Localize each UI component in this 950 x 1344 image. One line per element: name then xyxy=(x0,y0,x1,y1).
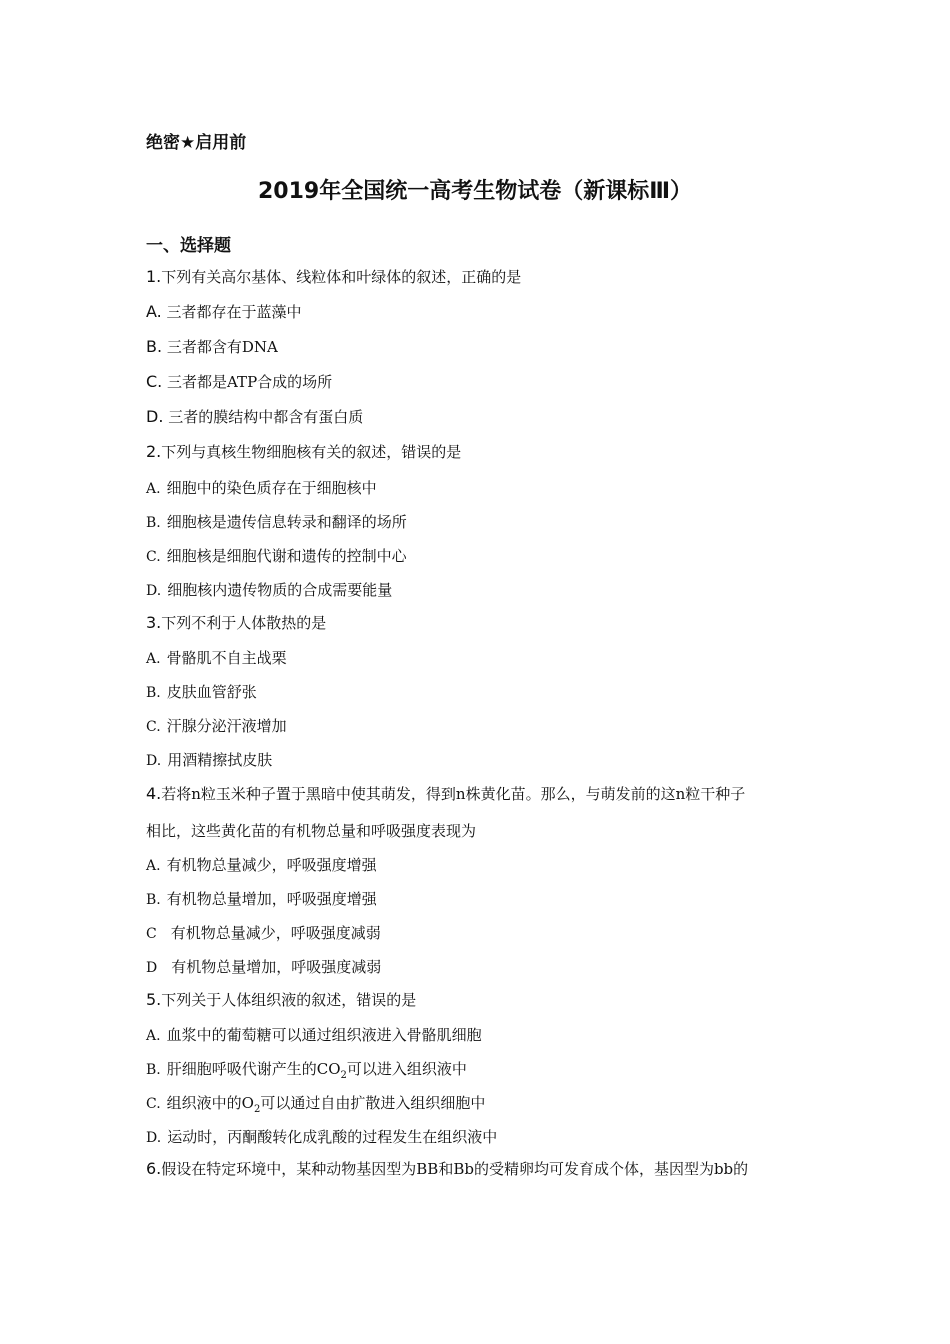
question-3-option-d: D. 用酒精擦拭皮肤 xyxy=(146,751,273,769)
question-1-stem: 1.下列有关高尔基体、线粒体和叶绿体的叙述，正确的是 xyxy=(146,267,522,286)
secret-label: 绝密★启用前 xyxy=(146,133,247,153)
question-4-option-a: A. 有机物总量减少，呼吸强度增强 xyxy=(146,856,377,874)
question-5-stem: 5.下列关于人体组织液的叙述，错误的是 xyxy=(146,990,417,1009)
question-6-stem: 6.假设在特定环境中，某种动物基因型为BB和Bb的受精卵均可发育成个体，基因型为bb的 xyxy=(146,1159,749,1178)
question-4-option-d: D 有机物总量增加，呼吸强度减弱 xyxy=(146,958,382,976)
question-1-option-c: C. 三者都是ATP合成的场所 xyxy=(146,372,333,391)
question-2-stem: 2.下列与真核生物细胞核有关的叙述，错误的是 xyxy=(146,442,462,461)
question-1-option-b: B. 三者都含有DNA xyxy=(146,337,278,356)
question-1-option-d: D. 三者的膜结构中都含有蛋白质 xyxy=(146,407,364,426)
question-1-option-a: A. 三者都存在于蓝藻中 xyxy=(146,302,302,321)
question-2-option-b: B. 细胞核是遗传信息转录和翻译的场所 xyxy=(146,513,407,531)
question-4-stem-continued: 相比，这些黄化苗的有机物总量和呼吸强度表现为 xyxy=(146,822,477,840)
page-title: 2019年全国统一高考生物试卷（新课标Ⅲ） xyxy=(257,179,693,204)
question-3-option-a: A. 骨骼肌不自主战栗 xyxy=(146,649,287,667)
question-2-option-a: A. 细胞中的染色质存在于细胞核中 xyxy=(146,479,377,497)
question-3-option-c: C. 汗腺分泌汗液增加 xyxy=(146,717,287,735)
question-5-option-b: B. 肝细胞呼吸代谢产生的$CO_2$可以进入组织液中 xyxy=(146,1060,467,1081)
question-4-option-b: B. 有机物总量增加，呼吸强度增强 xyxy=(146,890,377,908)
section-heading: 一、选择题 xyxy=(146,236,231,256)
question-4-stem: 4.若将n粒玉米种子置于黑暗中使其萌发，得到n株黄化苗。那么，与萌发前的这n粒干种子 xyxy=(146,784,746,803)
question-4-option-c: C 有机物总量减少，呼吸强度减弱 xyxy=(146,924,381,942)
question-2-option-d: D. 细胞核内遗传物质的合成需要能量 xyxy=(146,581,393,599)
question-5-option-a: A. 血浆中的葡萄糖可以通过组织液进入骨骼肌细胞 xyxy=(146,1026,482,1044)
question-5-option-c: C. 组织液中的$O_2$可以通过自由扩散进入组织细胞中 xyxy=(146,1094,486,1115)
question-5-option-d: D. 运动时，丙酮酸转化成乳酸的过程发生在组织液中 xyxy=(146,1128,498,1146)
question-3-option-b: B. 皮肤血管舒张 xyxy=(146,683,257,701)
question-2-option-c: C. 细胞核是细胞代谢和遗传的控制中心 xyxy=(146,547,407,565)
question-3-stem: 3.下列不利于人体散热的是 xyxy=(146,613,327,632)
